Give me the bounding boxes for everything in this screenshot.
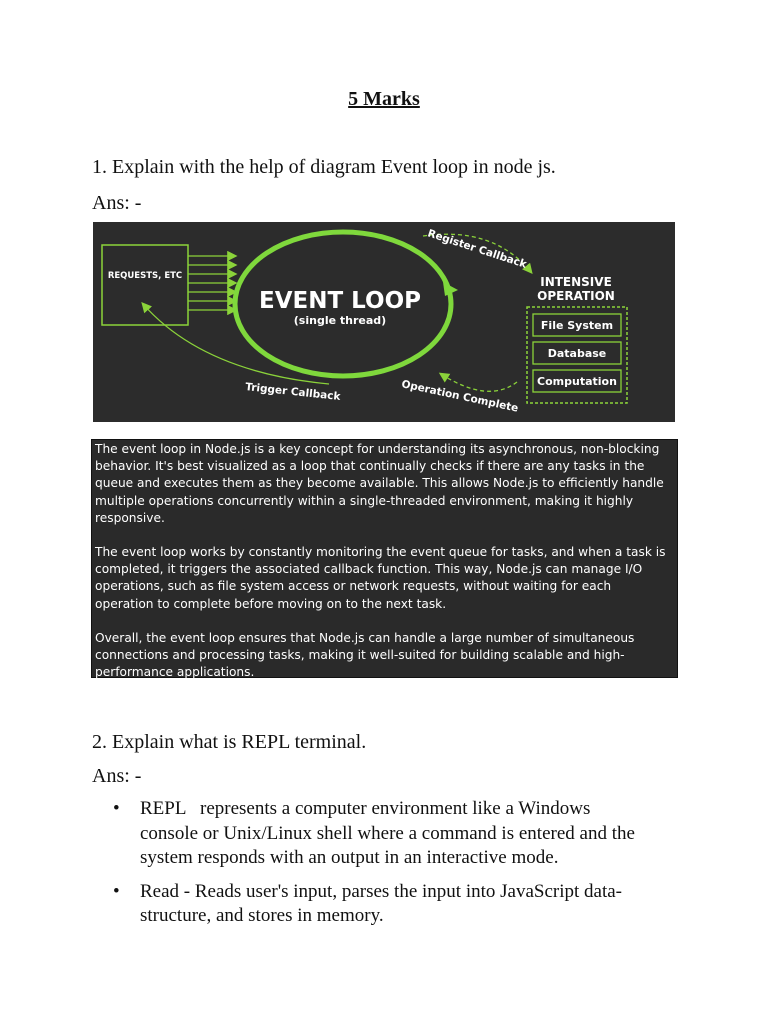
computation-label: Computation xyxy=(537,375,617,388)
request-arrows xyxy=(188,256,235,310)
list-item xyxy=(113,880,653,929)
file-system-label: File System xyxy=(540,319,614,332)
question-1: 1. Explain with the help of diagram Event loop in node js. xyxy=(92,156,556,178)
question-2: 2. Explain what is REPL terminal. xyxy=(92,731,367,753)
explanation-paragraph: Overall, the event loop ensures that Node.js can handle a large number of simultaneous connections and processing tasks, making it well-suited for building scalable and high-performance applications. xyxy=(95,630,635,680)
repl-bullet-list xyxy=(113,797,653,938)
event-loop-title: EVENT LOOP xyxy=(259,288,421,314)
page-heading: 5 Marks xyxy=(348,88,420,110)
explanation-box xyxy=(91,439,678,678)
bullet-text: Read - Reads user's input, parses the input into JavaScript data-structure, and stores in memory. xyxy=(140,880,623,926)
bullet-icon: • xyxy=(113,798,120,819)
operation-complete-label: Operation Complete xyxy=(400,378,520,415)
requests-label: REQUESTS, ETC xyxy=(107,271,183,281)
intensive-label-2: OPERATION xyxy=(537,289,615,303)
requests-box xyxy=(102,245,188,325)
explanation-paragraph: The event loop in Node.js is a key concept for understanding its asynchronous, non-blocking behavior. It's best visualized as a loop that continually checks if there are any tasks in the queue and executes them as they become available. This allows Node.js to efficiently handle multiple operations concurrently within a single-threaded environment, making it highly responsive. xyxy=(95,442,664,525)
explanation-paragraph: The event loop works by constantly monitoring the event queue for tasks, and when a task is completed, it triggers the associated callback function. This way, Node.js can manage I/O operations, such as file system access or network requests, without waiting for each operation to complete before moving on to the next task. xyxy=(95,545,666,611)
database-label: Database xyxy=(547,347,607,360)
list-item xyxy=(113,797,653,871)
trigger-callback-label: Trigger Callback xyxy=(244,381,341,403)
register-callback-label: Register Callback xyxy=(426,227,529,271)
bullet-text: REPL represents a computer environment like a Windows console or Unix/Linux shell where a command is entered and the system responds with an output in an interactive mode. xyxy=(140,798,640,868)
single-thread-label: (single thread) xyxy=(293,314,387,327)
intensive-label-1: INTENSIVE xyxy=(540,275,612,289)
answer-label-2: Ans: - xyxy=(92,765,142,787)
answer-label-1: Ans: - xyxy=(92,192,142,214)
bullet-icon: • xyxy=(113,880,120,902)
event-loop-diagram xyxy=(93,222,675,422)
